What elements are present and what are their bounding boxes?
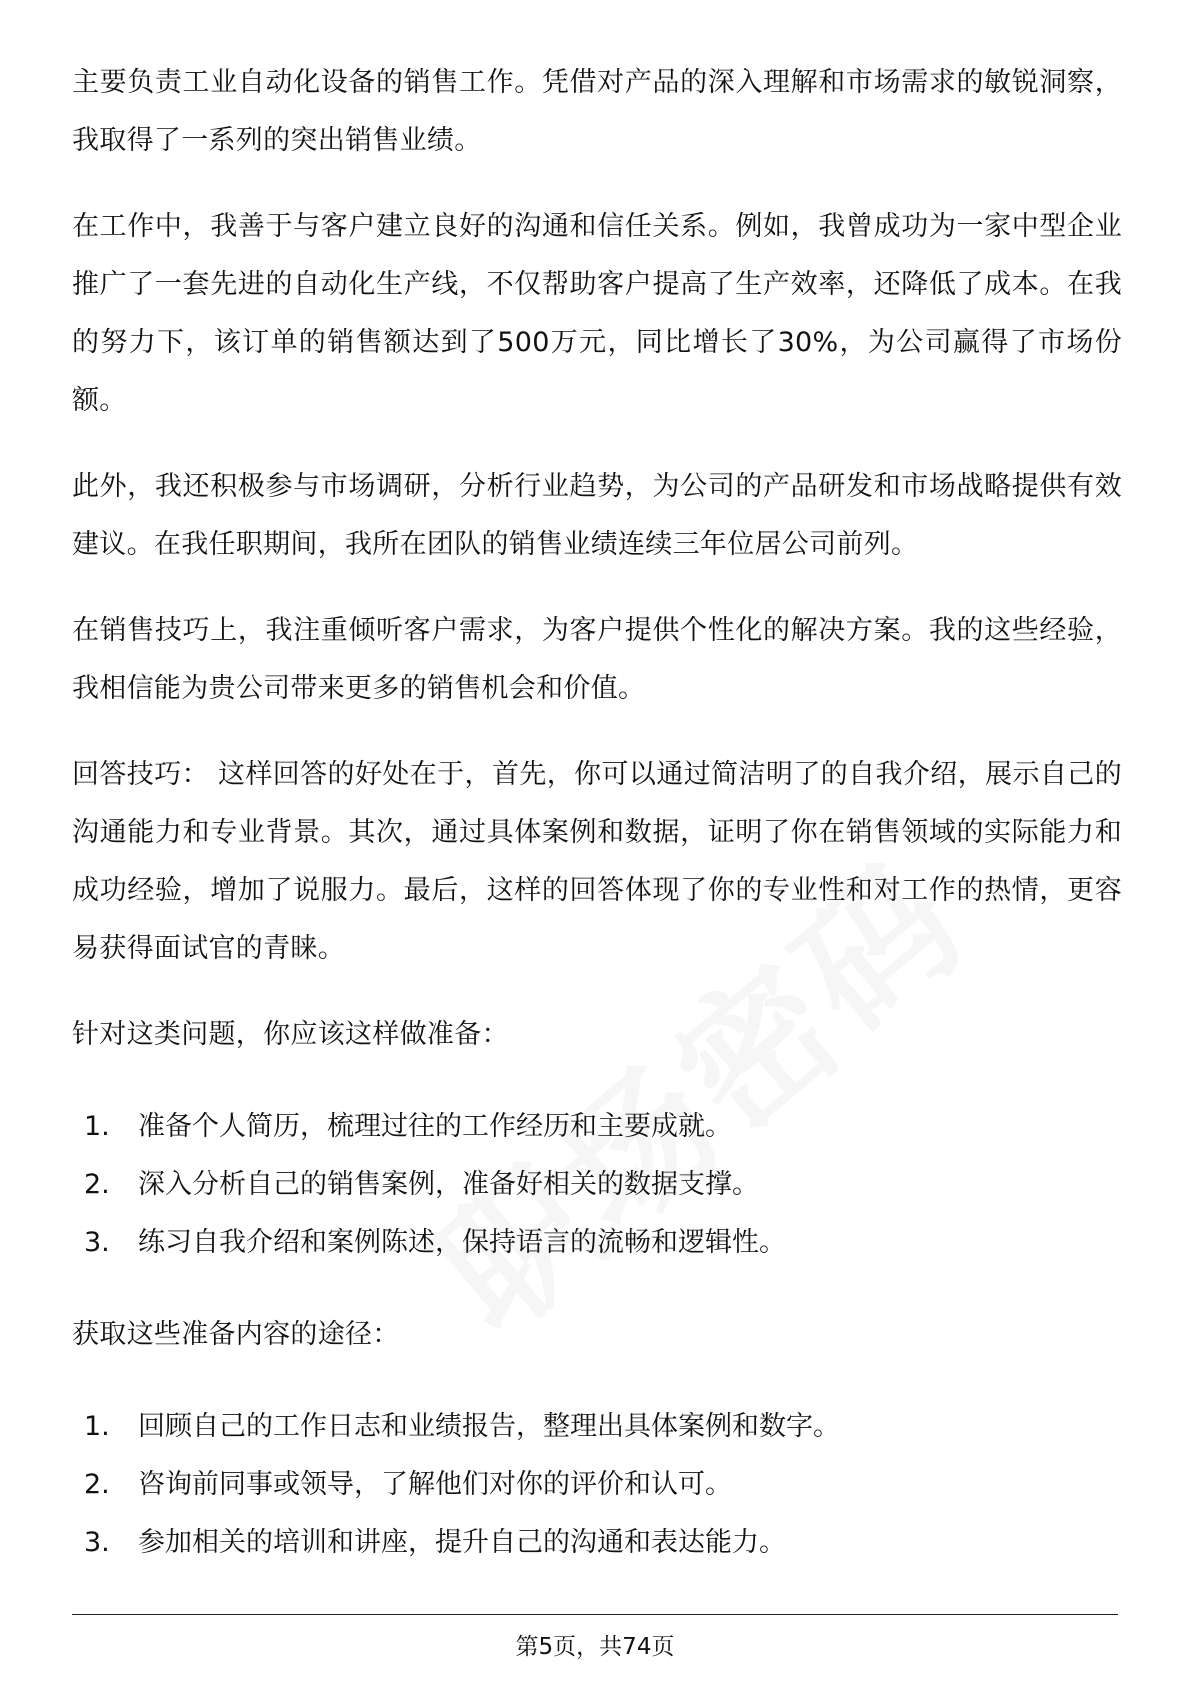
list-item <box>72 1156 1122 1214</box>
paragraph-market-research: 此外，我还积极参与市场调研，分析行业趋势，为公司的产品研发和市场战略提供有效建议。在我任职期间，我所在团队的销售业绩连续三年位居公司前列。 <box>72 471 1122 560</box>
footer-divider <box>72 1614 1118 1615</box>
list-number: 3. <box>84 1227 110 1258</box>
paragraph-customer-case: 在工作中，我善于与客户建立良好的沟通和信任关系。例如，我曾成功为一家中型企业推广了一套先进的自动化生产线，不仅帮助客户提高了生产效率，还降低了成本。在我的努力下，该订单的销售额达到了500万元，同比增长了30%，为公司赢得了市场份额。 <box>72 211 1122 416</box>
list-text: 准备个人简历，梳理过往的工作经历和主要成就。 <box>138 1111 732 1142</box>
list-item <box>72 1514 1122 1572</box>
paragraph-responsibilities: 主要负责工业自动化设备的销售工作。凭借对产品的深入理解和市场需求的敏锐洞察，我取得了一系列的突出销售业绩。 <box>72 67 1122 156</box>
prep-list <box>72 1098 1122 1272</box>
list-text: 参加相关的培训和讲座，提升自己的沟通和表达能力。 <box>138 1527 786 1558</box>
list-item <box>72 1398 1122 1456</box>
paragraph-answer-tips: 回答技巧： 这样回答的好处在于，首先，你可以通过简洁明了的自我介绍，展示自己的沟通能力和专业背景。其次，通过具体案例和数据，证明了你在销售领域的实际能力和成功经验，增加了说服力。最后，这样的回答体现了你的专业性和对工作的热情，更容易获得面试官的青睐。 <box>72 759 1122 964</box>
list-number: 1. <box>84 1411 110 1442</box>
list-text: 练习自我介绍和案例陈述，保持语言的流畅和逻辑性。 <box>138 1227 786 1258</box>
paragraph-sales-skills: 在销售技巧上，我注重倾听客户需求，为客户提供个性化的解决方案。我的这些经验，我相信能为贵公司带来更多的销售机会和价值。 <box>72 615 1122 704</box>
list-item <box>72 1214 1122 1272</box>
list-item <box>72 1456 1122 1514</box>
list-number: 3. <box>84 1527 110 1558</box>
list-text: 咨询前同事或领导，了解他们对你的评价和认可。 <box>138 1469 732 1500</box>
list-number: 1. <box>84 1111 110 1142</box>
list-item <box>72 1098 1122 1156</box>
sources-heading: 获取这些准备内容的途径： <box>72 1319 400 1350</box>
sources-list <box>72 1398 1122 1572</box>
list-text: 回顾自己的工作日志和业绩报告，整理出具体案例和数字。 <box>138 1411 840 1442</box>
list-text: 深入分析自己的销售案例，准备好相关的数据支撑。 <box>138 1169 759 1200</box>
document-body <box>72 54 1122 1606</box>
list-number: 2. <box>84 1169 110 1200</box>
prep-heading: 针对这类问题，你应该这样做准备： <box>72 1019 509 1050</box>
list-number: 2. <box>84 1469 110 1500</box>
page-number: 第5页，共74页 <box>515 1634 675 1660</box>
